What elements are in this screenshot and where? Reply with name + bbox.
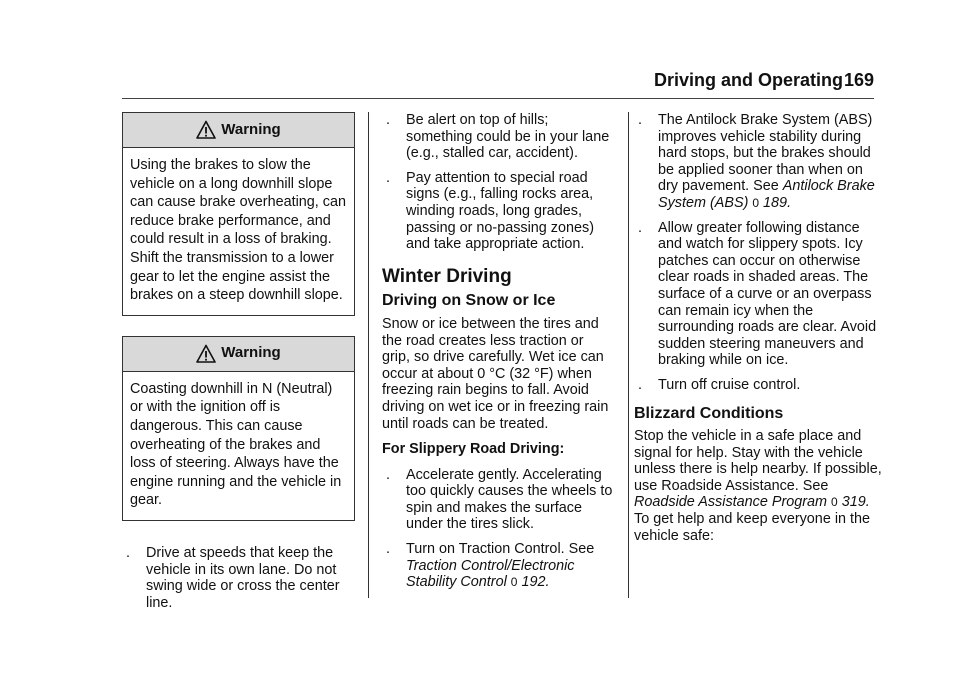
list-item: . The Antilock Brake System (ABS) improves vehicle stability during hard stops, but the brakes should be applied sooner than when on dry pavement. See Antilock Brake System (ABS) 0 189.	[638, 112, 875, 211]
warning-title: Warning	[221, 120, 281, 138]
list-item	[634, 377, 884, 394]
subheading-snow-ice: Driving on Snow or Ice	[382, 292, 556, 310]
list-item	[382, 112, 614, 162]
warning-body	[123, 148, 354, 315]
bullet-dot: .	[126, 544, 130, 561]
warning-box-brakes	[122, 112, 355, 316]
section-heading-winter: Winter Driving	[382, 265, 512, 287]
link-page-ref[interactable]: 192	[521, 574, 546, 591]
subheading-blizzard: Blizzard Conditions	[634, 404, 784, 422]
list-item-text: Accelerate gently. Accelerating too quickly causes the wheels to spin and makes the surface under the tires slick.	[406, 466, 613, 533]
column-divider-left	[368, 112, 369, 598]
column-2	[382, 112, 614, 599]
bullet-dot: .	[638, 112, 642, 128]
list-item-text: Turn off cruise control.	[658, 376, 801, 393]
bullet-dot: .	[386, 112, 390, 128]
column-1	[122, 112, 355, 619]
warning-box-coasting	[122, 336, 355, 521]
paragraph-text: Stop the vehicle in a safe place and signal for help. Stay with the vehicle unless there is help nearby. If possible, use Roadside Assistance. See	[634, 428, 882, 494]
column-divider-right	[628, 112, 629, 598]
warning-icon	[196, 344, 216, 364]
bullet-dot: .	[386, 169, 390, 186]
link-abs[interactable]: Antilock Brake System (ABS)	[658, 178, 875, 211]
link-page-ref[interactable]: 189	[763, 194, 788, 211]
list-item-text: The Antilock Brake System (ABS) improves vehicle stability during hard stops, but the brakes should be applied sooner than when on dry pavement. See	[658, 112, 873, 195]
link-traction-control[interactable]: Traction Control/Electronic Stability Control	[406, 557, 575, 591]
warning-header	[123, 337, 354, 372]
list-item-text: Allow greater following distance and watch for slippery spots. Icy patches can occur on otherwise clear roads in shaded areas. The surface of a curve or an overpass can remain icy when the surrounding roads are clear. Avoid sudden steering maneuvers and braking while on ice.	[658, 219, 877, 369]
list-item-text: Turn on Traction Control. See	[406, 541, 595, 558]
warning-body	[123, 372, 354, 520]
bullet-dot: .	[386, 466, 390, 483]
page-ref-icon: 0	[831, 495, 838, 510]
bullet-dot: .	[638, 376, 642, 393]
link-page-ref[interactable]: 319	[841, 494, 866, 511]
warning-title: Warning	[221, 344, 281, 362]
list-item	[122, 545, 355, 611]
page-ref-icon: 0	[752, 195, 760, 210]
page-number: 169	[843, 70, 874, 90]
page-header	[0, 70, 960, 100]
warning-text: Using the brakes to slow the vehicle on a long downhill slope can cause brake overheating, can reduce brake performance, and could result in a loss of braking. Shift the transmission to a lower gear to let the engine assist the brakes on a steep downhill slope.	[130, 157, 347, 304]
list-item-text: Pay attention to special road signs (e.g., falling rocks area, winding roads, long grades, passing or no-passing zones) and take appropriate action.	[406, 169, 594, 253]
list-item	[634, 220, 884, 369]
link-roadside-assistance[interactable]: Roadside Assistance Program	[634, 494, 828, 511]
paragraph-blizzard: Stop the vehicle in a safe place and signal for help. Stay with the vehicle unless there is help nearby. If possible, use Roadside Assistance. See Roadside Assistance Program 0 319. To get help and keep everyone in the vehicle safe:	[634, 428, 882, 544]
paragraph-text: To get help and keep everyone in the vehicle safe:	[634, 511, 871, 544]
list-item	[382, 467, 614, 533]
paragraph-snow-ice: Snow or ice between the tires and the road creates less traction or grip, so drive carefully. Wet ice can occur at about 0 °C (32 °F) when freezing rain begins to fall. Avoid driving on wet ice or in freezing rain until roads can be treated.	[382, 315, 609, 432]
bullet-dot: .	[638, 219, 642, 236]
list-item: . Turn on Traction Control. See Traction Control/Electronic Stability Control 0 192.	[386, 541, 595, 591]
warning-text: Coasting downhill in N (Neutral) or with the ignition off is dangerous. This can cause overheating of the brakes and loss of steering. Always have the engine running and the vehicle in gear.	[130, 380, 342, 509]
page-ref-icon: 0	[510, 575, 518, 590]
warning-header	[123, 113, 354, 148]
header-rule	[122, 98, 874, 99]
label-slippery-road: For Slippery Road Driving:	[382, 441, 565, 458]
list-item-text: Be alert on top of hills; something could be in your lane (e.g., stalled car, accident).	[406, 112, 610, 162]
list-item	[382, 170, 614, 253]
column-3	[634, 112, 884, 553]
bullet-dot: .	[386, 541, 390, 558]
list-item-text: Drive at speeds that keep the vehicle in its own lane. Do not swing wide or cross the center line.	[146, 544, 340, 611]
section-title: Driving and Operating	[653, 70, 843, 90]
warning-icon	[196, 120, 216, 140]
